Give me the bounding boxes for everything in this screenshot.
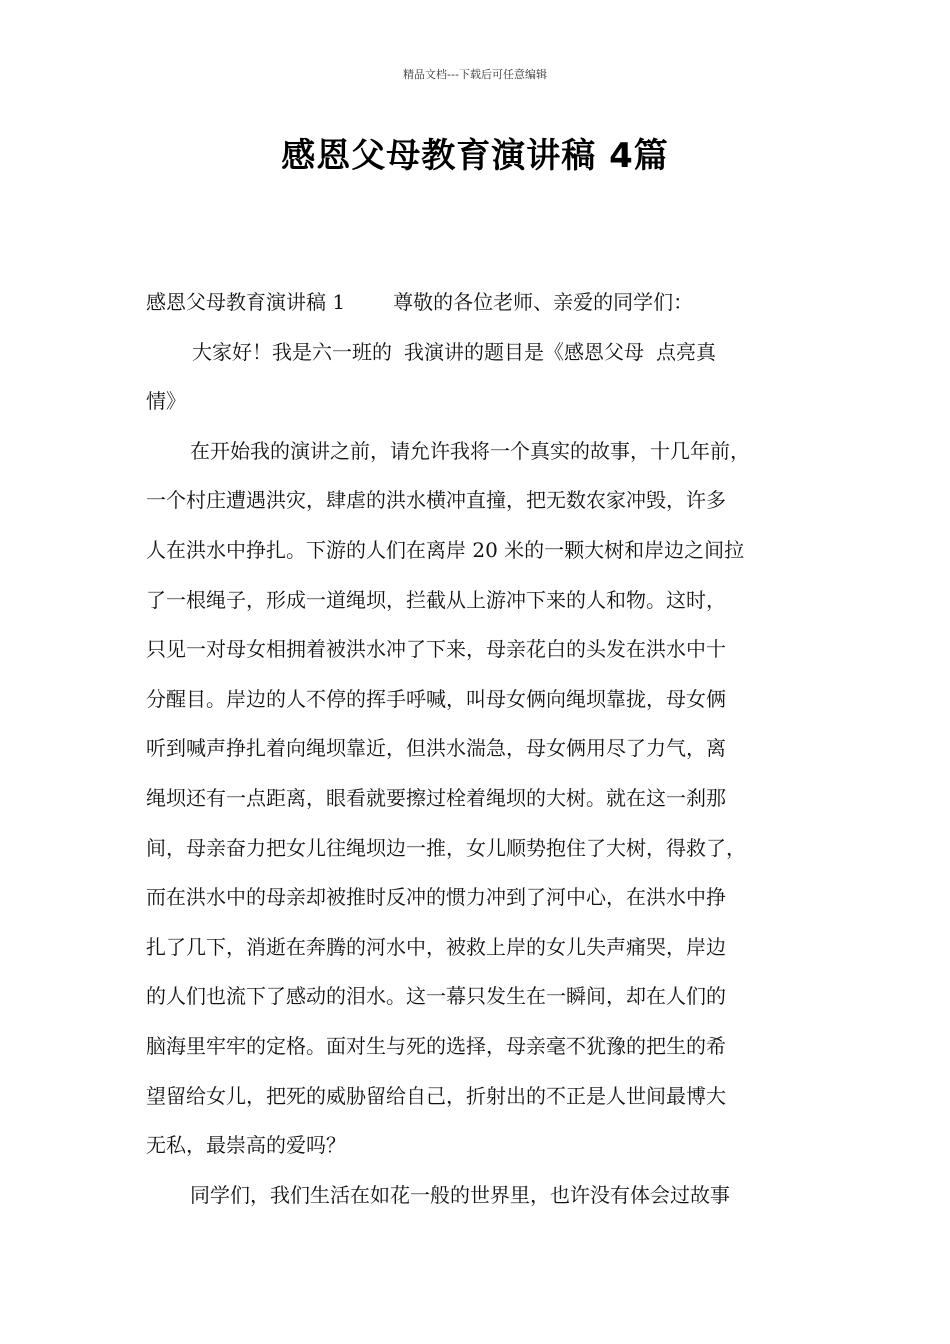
header-note: 精品文档---下载后可任意编辑 xyxy=(403,68,547,81)
greeting-part-3: 点亮真 xyxy=(656,339,716,364)
intro-heading: 感恩父母教育演讲稿 1 xyxy=(146,290,346,314)
paragraph-line: 望留给女儿，把死的威胁留给自己，折射出的不正是人世间最博大 xyxy=(146,1083,726,1108)
paragraph-line: 扎了几下，消逝在奔腾的河水中，被救上岸的女儿失声痛哭，岸边 xyxy=(146,934,726,959)
document-body xyxy=(146,278,822,1220)
greeting-part-1: 大家好！我是六一班的 xyxy=(192,339,392,364)
greeting-line xyxy=(146,328,822,378)
paragraph-line: 脑海里牢牢的定格。面对生与死的选择，母亲毫不犹豫的把生的希 xyxy=(146,1033,726,1058)
paragraph-line: 无私，最崇高的爱吗？ xyxy=(146,1133,346,1158)
paragraph-line: 而在洪水中的母亲却被推时反冲的惯力冲到了河中心，在洪水中挣 xyxy=(146,885,726,910)
greeting-part-2: 我演讲的题目是《感恩父母 xyxy=(404,339,644,364)
paragraph-line: 间，母亲奋力把女儿往绳坝边一推，女儿顺势抱住了大树，得救了， xyxy=(146,835,746,860)
paragraph-line: 一个村庄遭遇洪灾，肆虐的洪水横冲直撞，把无数农家冲毁，许多 xyxy=(146,488,726,513)
paragraph-line: 听到喊声挣扎着向绳坝靠近，但洪水湍急，母女俩用尽了力气，离 xyxy=(146,736,726,761)
document-title: 感恩父母教育演讲稿 4篇 xyxy=(281,136,669,176)
intro-line xyxy=(146,278,822,328)
paragraph-line: 人在洪水中挣扎。下游的人们在离岸 20 米的一颗大树和岸边之间拉 xyxy=(146,537,745,562)
paragraph-line: 在开始我的演讲之前，请允许我将一个真实的故事，十几年前， xyxy=(190,438,750,463)
paragraph-line: 分醒目。岸边的人不停的挥手呼喊，叫母女俩向绳坝靠拢，母女俩 xyxy=(146,686,726,711)
greeting-continuation: 情》 xyxy=(146,389,186,414)
paragraph-line: 只见一对母女相拥着被洪水冲了下来，母亲花白的头发在洪水中十 xyxy=(146,637,726,662)
paragraph-line: 了一根绳子，形成一道绳坝，拦截从上游冲下来的人和物。这时， xyxy=(146,587,726,612)
paragraph-line: 绳坝还有一点距离，眼看就要擦过栓着绳坝的大树。就在这一刹那 xyxy=(146,785,726,810)
salutation: 尊敬的各位老师、亲爱的同学们： xyxy=(393,290,694,314)
closing-line: 同学们，我们生活在如花一般的世界里，也许没有体会过故事 xyxy=(190,1182,730,1207)
paragraph-line: 的人们也流下了感动的泪水。这一幕只发生在一瞬间，却在人们的 xyxy=(146,984,726,1009)
